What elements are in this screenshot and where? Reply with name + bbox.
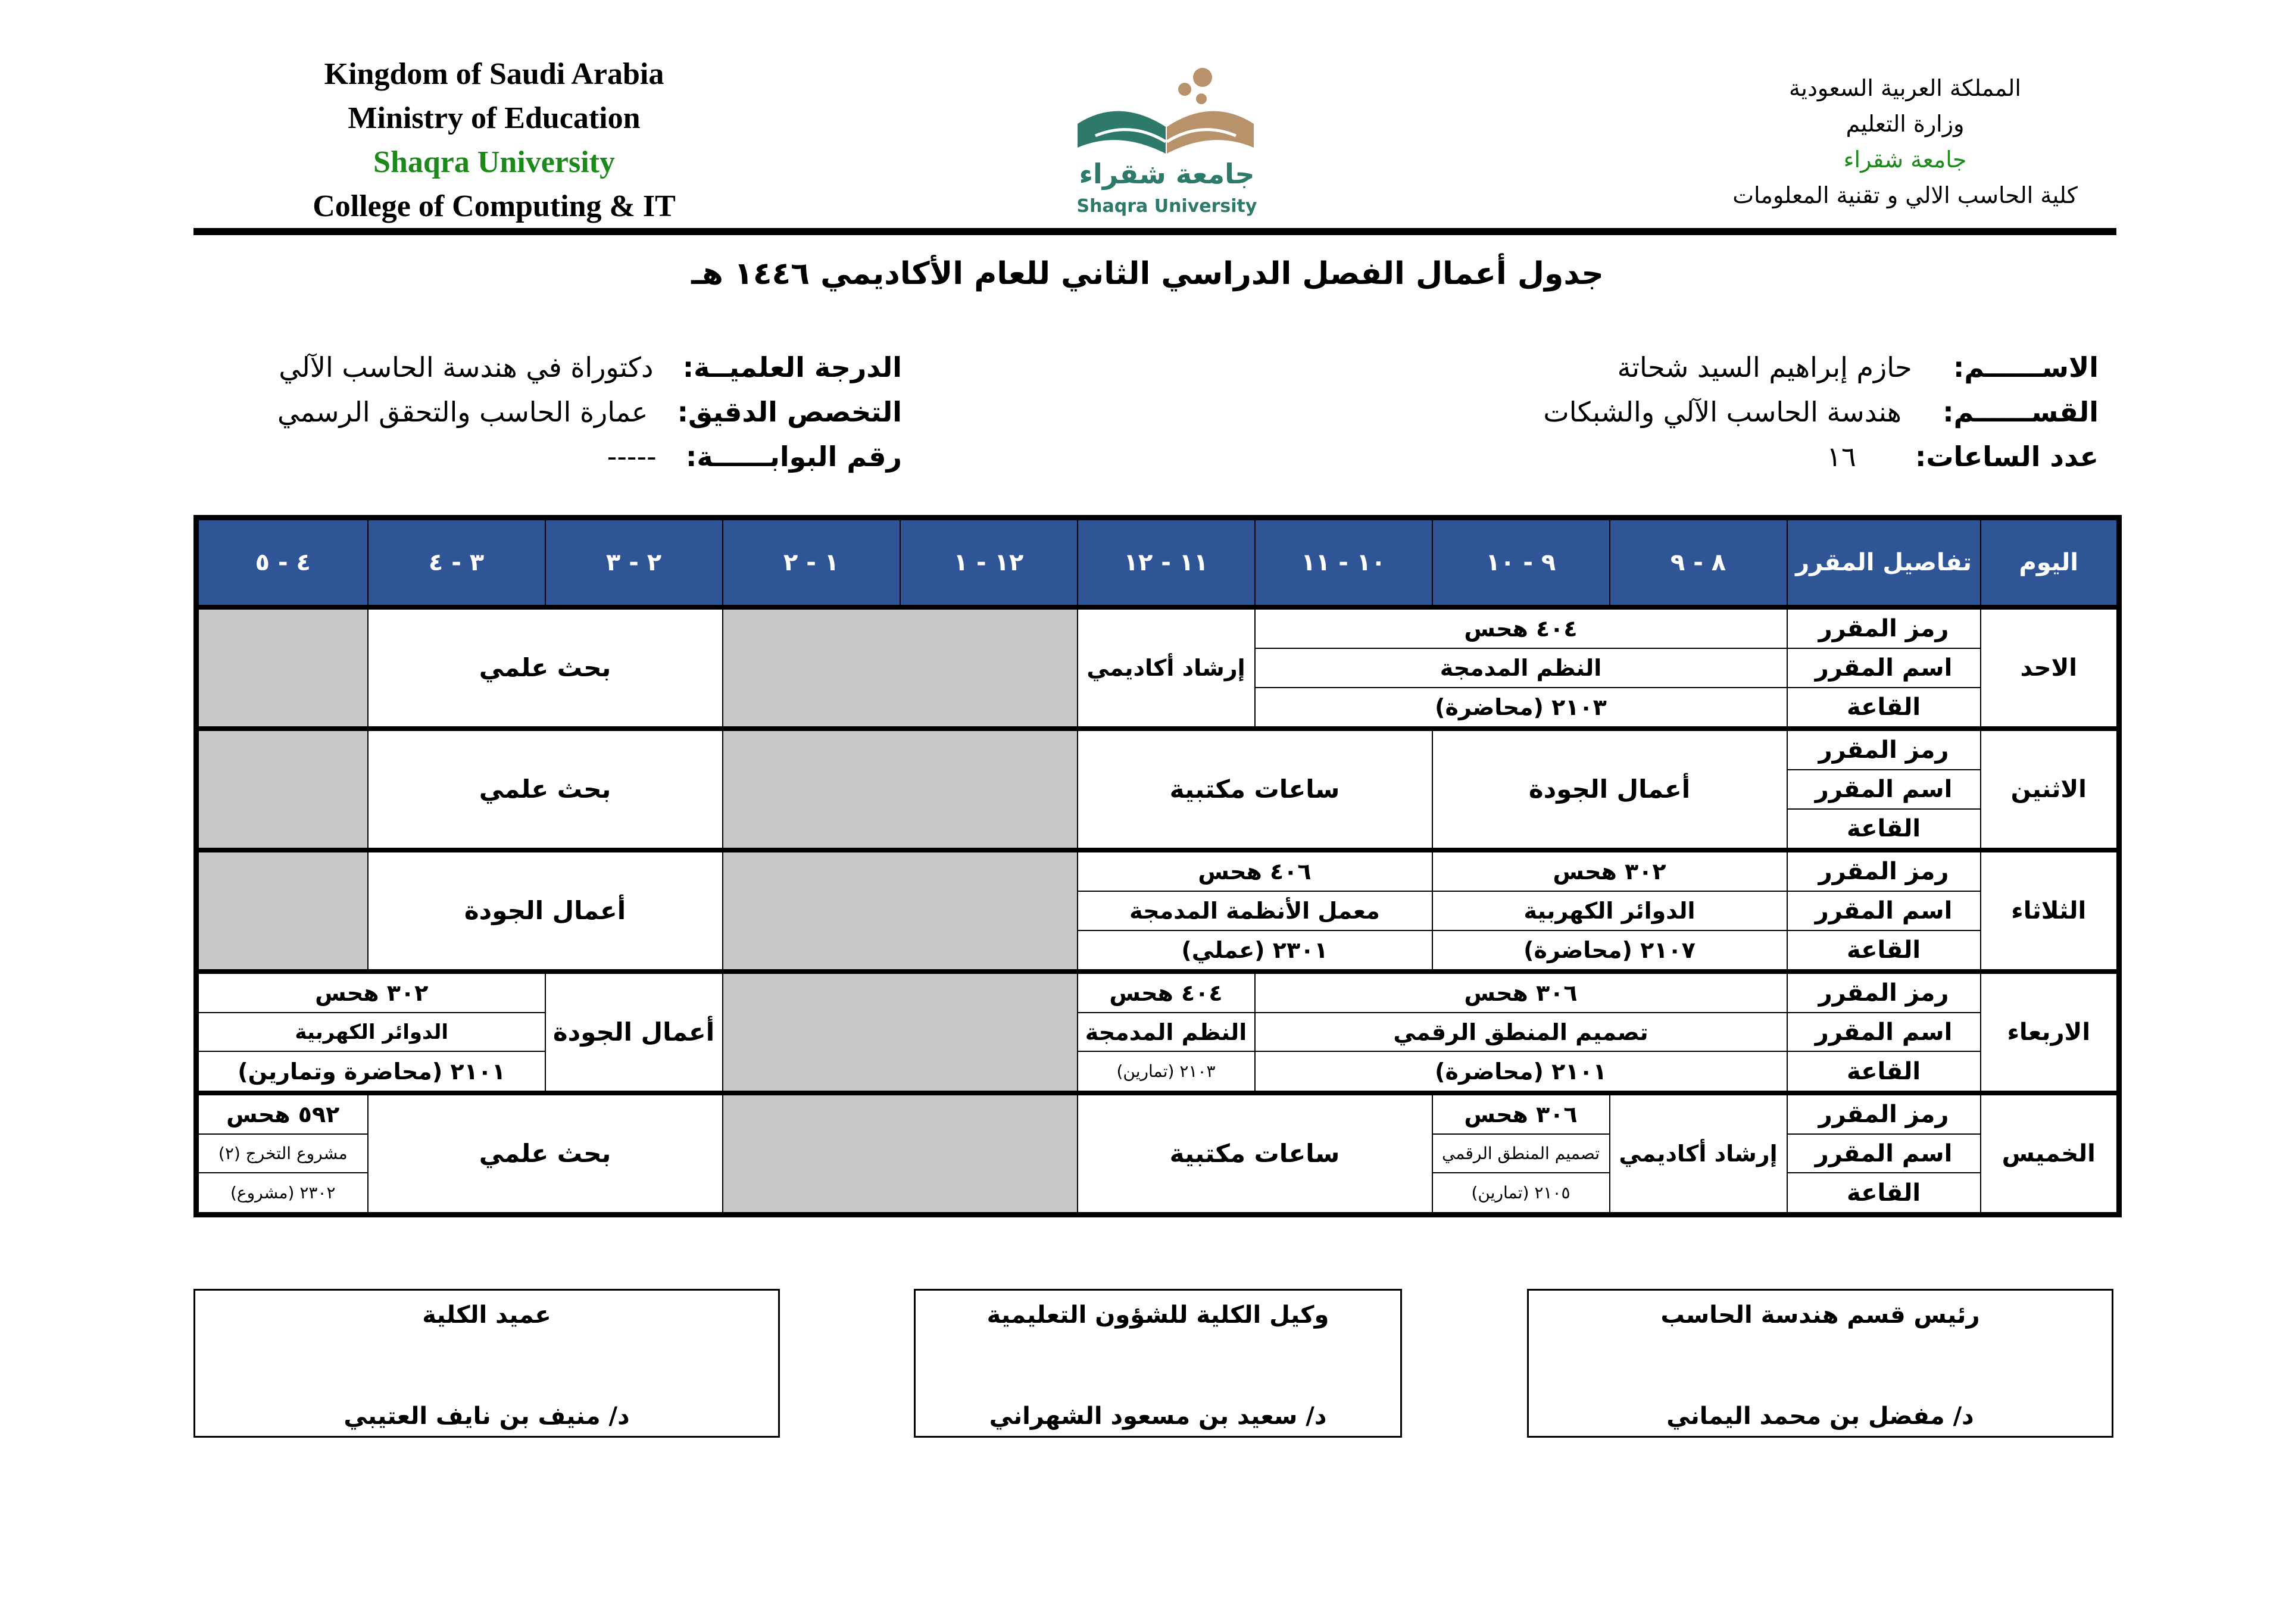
tue-a-code: ٣٠٢ هحس [1432, 850, 1787, 891]
dept-head-name: د/ مفضل بن محمد اليماني [1666, 1403, 1974, 1430]
header-divider [193, 228, 2116, 235]
col-1-2: ١ - ٢ [723, 518, 900, 608]
tue-a-room: ٢١٠٧ (محاضرة) [1432, 930, 1787, 972]
detail-name: اسم المقرر [1787, 1134, 1981, 1173]
spec-label: التخصص الدقيق: [677, 396, 902, 428]
thu-c-name: مشروع التخرج (٢) [196, 1134, 368, 1173]
dept-value: هندسة الحاسب الآلي والشبكات [1543, 396, 1901, 428]
wednesday-row-3 [196, 1051, 2119, 1092]
thu-research: بحث علمي [368, 1093, 723, 1215]
detail-name: اسم المقرر [1787, 648, 1981, 687]
mon-research: بحث علمي [368, 729, 723, 850]
dean-title: عميد الكلية [422, 1301, 551, 1329]
signature-dept-head [1527, 1289, 2113, 1438]
page-title: جدول أعمال الفصل الدراسي الثاني للعام الأكاديمي ١٤٤٦ هـ [691, 256, 1604, 292]
sun-advising: إرشاد أكاديمي [1078, 607, 1255, 729]
sun-course-code: ٤٠٤ هحس [1255, 607, 1787, 648]
wed-c-name: الدوائر الكهربية [196, 1013, 545, 1051]
col-day: اليوم [1981, 518, 2119, 608]
thu-a-room: ٢١٠٥ (تمارين) [1432, 1173, 1610, 1214]
tue-b-room: ٢٣٠١ (عملي) [1078, 930, 1432, 972]
sun-course-name: النظم المدمجة [1255, 648, 1787, 687]
col-4-5: ٤ - ٥ [196, 518, 368, 608]
sun-course-room: ٢١٠٣ (محاضرة) [1255, 688, 1787, 729]
name-value: حازم إبراهيم السيد شحاتة [1617, 351, 1912, 383]
kingdom-ar: المملكة العربية السعودية [1789, 75, 2021, 101]
university-ar: جامعة شقراء [1843, 146, 1967, 173]
tue-quality: أعمال الجودة [368, 850, 723, 972]
info-degree [279, 351, 902, 383]
dept-label: القســــــم: [1943, 396, 2099, 428]
col-12-1: ١٢ - ١ [900, 518, 1078, 608]
wednesday-row-2 [196, 1013, 2119, 1051]
hours-label: عدد الساعات: [1915, 441, 2099, 473]
sun-research: بحث علمي [368, 607, 723, 729]
sunday-row-1 [196, 607, 2119, 648]
wed-gap [723, 972, 1078, 1093]
thu-c-room: ٢٣٠٢ (مشروع) [196, 1173, 368, 1214]
thu-a-name: تصميم المنطق الرقمي [1432, 1134, 1610, 1173]
signature-dean [193, 1289, 780, 1438]
logo-arabic-text: جامعة شقراء [1079, 158, 1255, 190]
vice-dean-name: د/ سعيد بن مسعود الشهراني [989, 1403, 1327, 1430]
col-3-4: ٣ - ٤ [368, 518, 545, 608]
detail-name: اسم المقرر [1787, 1013, 1981, 1051]
day-thursday: الخميس [1981, 1093, 2119, 1215]
monday-row-1 [196, 729, 2119, 770]
detail-code: رمز المقرر [1787, 1093, 1981, 1134]
col-9-10: ٩ - ١٠ [1432, 518, 1610, 608]
detail-room: القاعة [1787, 809, 1981, 850]
kingdom-en: Kingdom of Saudi Arabia [324, 57, 664, 91]
wed-a-code: ٣٠٦ هحس [1255, 972, 1787, 1013]
thu-advising: إرشاد أكاديمي [1610, 1093, 1787, 1215]
wed-b-room: ٢١٠٣ (تمارين) [1078, 1051, 1255, 1092]
sun-gap [723, 607, 1078, 729]
wed-a-name: تصميم المنطق الرقمي [1255, 1013, 1787, 1051]
wed-b-name: النظم المدمجة [1078, 1013, 1255, 1051]
tue-gap [723, 850, 1078, 972]
college-en: College of Computing & IT [313, 189, 676, 223]
dept-head-title: رئيس قسم هندسة الحاسب [1660, 1301, 1980, 1329]
detail-name: اسم المقرر [1787, 891, 1981, 930]
thu-office-hours: ساعات مكتبية [1078, 1093, 1432, 1215]
detail-code: رمز المقرر [1787, 729, 1981, 770]
info-name [1618, 351, 2099, 383]
portal-label: رقم البوابــــــة: [685, 441, 902, 473]
col-11-12: ١١ - ١٢ [1078, 518, 1255, 608]
mon-free [196, 729, 368, 850]
university-en: Shaqra University [373, 145, 615, 179]
day-sunday: الاحد [1981, 607, 2119, 729]
ministry-en: Ministry of Education [348, 101, 641, 135]
detail-code: رمز المقرر [1787, 972, 1981, 1013]
name-label: الاســــــم: [1953, 351, 2099, 383]
wed-a-room: ٢١٠١ (محاضرة) [1255, 1051, 1787, 1092]
thu-a-code: ٣٠٦ هحس [1432, 1093, 1610, 1134]
col-8-9: ٨ - ٩ [1610, 518, 1787, 608]
logo-english-text: Shaqra University [1076, 196, 1257, 217]
header-english [196, 52, 792, 229]
hours-value: ١٦ [1826, 441, 1856, 473]
sun-free [196, 607, 368, 729]
day-wednesday: الاربعاء [1981, 972, 2119, 1093]
detail-code: رمز المقرر [1787, 850, 1981, 891]
mon-gap [723, 729, 1078, 850]
header-row [196, 518, 2119, 608]
header-arabic [1607, 70, 2203, 213]
thursday-row-1 [196, 1093, 2119, 1134]
tue-b-code: ٤٠٦ هحس [1078, 850, 1432, 891]
wednesday-row-1 [196, 972, 2119, 1013]
mon-quality: أعمال الجودة [1432, 729, 1787, 850]
col-2-3: ٢ - ٣ [545, 518, 723, 608]
wed-b-code: ٤٠٤ هحس [1078, 972, 1255, 1013]
degree-label: الدرجة العلميــة: [682, 351, 902, 383]
info-dept [1543, 396, 2099, 428]
col-details: تفاصيل المقرر [1787, 518, 1981, 608]
detail-room: القاعة [1787, 688, 1981, 729]
spec-value: عمارة الحاسب والتحقق الرسمي [277, 396, 648, 428]
degree-value: دكتوراة في هندسة الحاسب الآلي [279, 351, 654, 383]
tue-b-name: معمل الأنظمة المدمجة [1078, 891, 1432, 930]
university-logo [1060, 64, 1274, 225]
thu-c-code: ٥٩٢ هحس [196, 1093, 368, 1134]
tuesday-row-1 [196, 850, 2119, 891]
detail-room: القاعة [1787, 1051, 1981, 1092]
detail-room: القاعة [1787, 1173, 1981, 1214]
wed-quality: أعمال الجودة [545, 972, 723, 1093]
tue-a-name: الدوائر الكهربية [1432, 891, 1787, 930]
col-10-11: ١٠ - ١١ [1255, 518, 1432, 608]
portal-value: ----- [607, 441, 657, 473]
detail-name: اسم المقرر [1787, 770, 1981, 808]
wed-c-code: ٣٠٢ هحس [196, 972, 545, 1013]
dean-name: د/ منيف بن نايف العتيبي [344, 1403, 630, 1430]
ministry-ar: وزارة التعليم [1846, 111, 1965, 137]
day-monday: الاثنين [1981, 729, 2119, 850]
info-portal [607, 441, 902, 473]
wed-c-room: ٢١٠١ (محاضرة وتمارين) [196, 1051, 545, 1092]
detail-room: القاعة [1787, 930, 1981, 972]
college-ar: كلية الحاسب الالي و تقنية المعلومات [1732, 182, 2078, 208]
thu-gap [723, 1093, 1078, 1215]
info-hours [1826, 441, 2099, 473]
tue-free [196, 850, 368, 972]
signature-vice-dean [914, 1289, 1402, 1438]
mon-office-hours: ساعات مكتبية [1078, 729, 1432, 850]
info-specialization [277, 396, 902, 428]
day-tuesday: الثلاثاء [1981, 850, 2119, 972]
schedule-table [193, 515, 2122, 1217]
detail-code: رمز المقرر [1787, 607, 1981, 648]
vice-dean-title: وكيل الكلية للشؤون التعليمية [986, 1301, 1329, 1329]
